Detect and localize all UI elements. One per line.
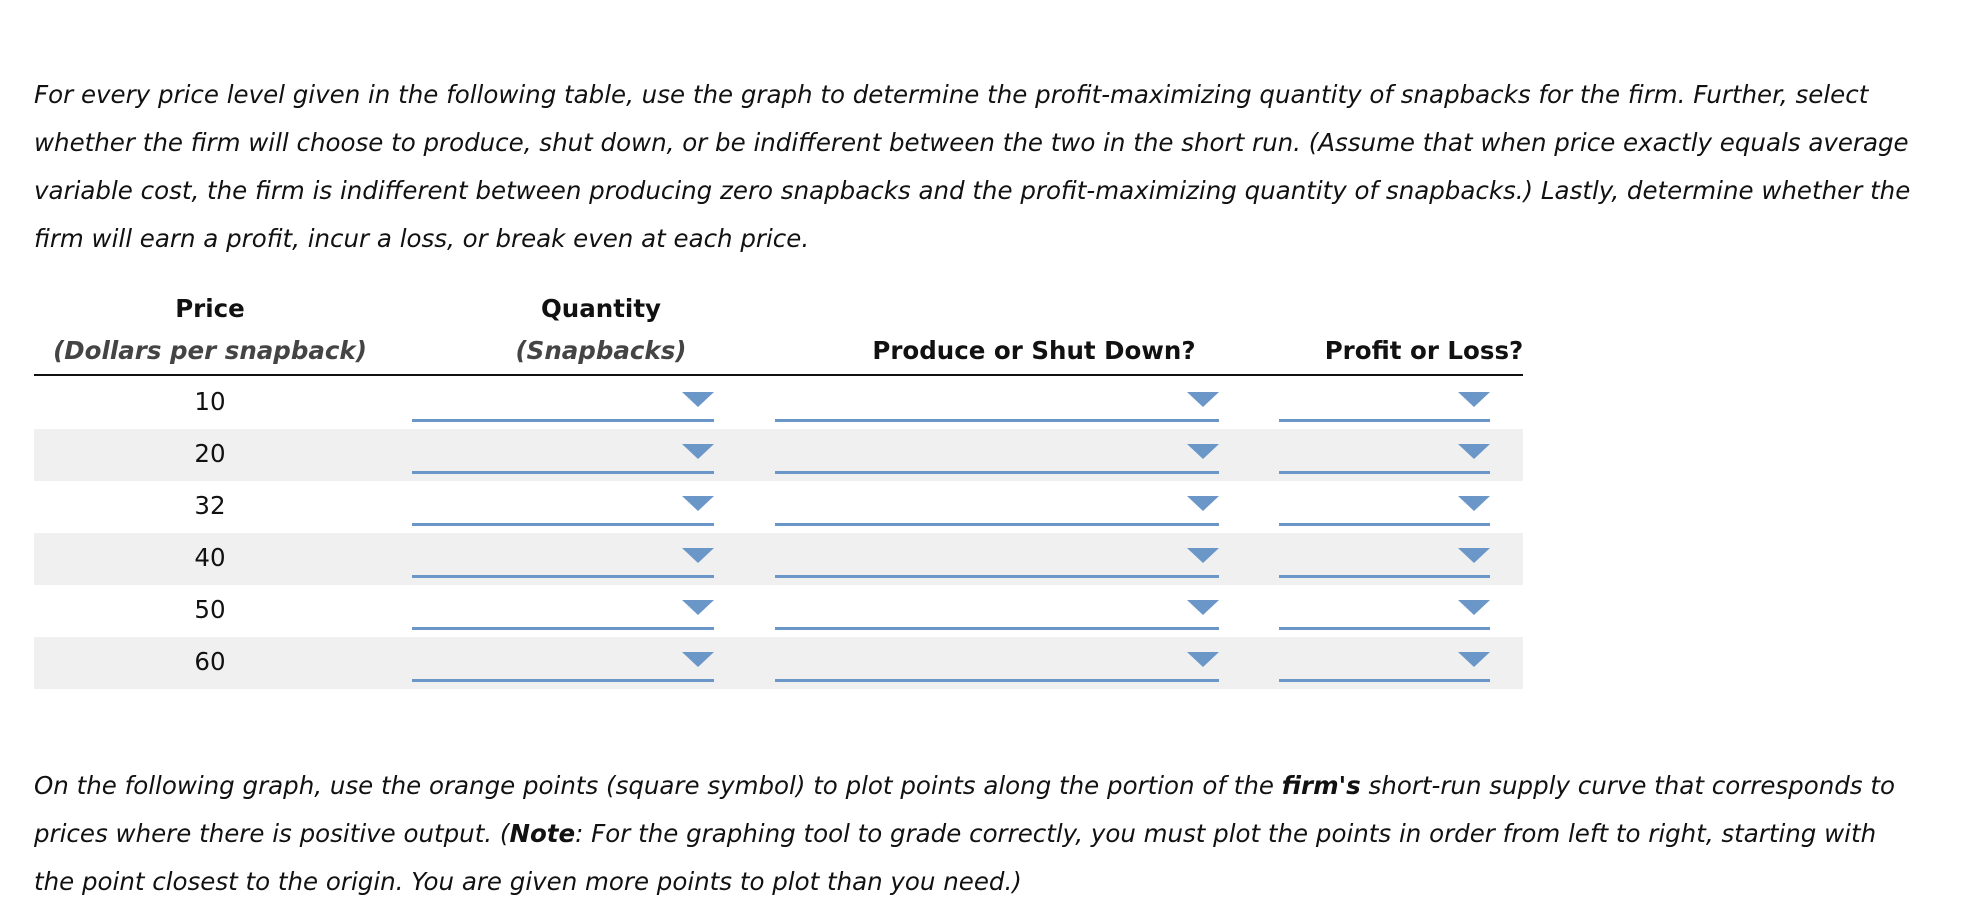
triangle-down-icon bbox=[1187, 496, 1219, 511]
triangle-down-icon bbox=[1458, 496, 1490, 511]
triangle-down-icon bbox=[1458, 548, 1490, 563]
header-quantity: Quantity bbox=[540, 294, 662, 323]
table-row bbox=[34, 585, 1523, 637]
header-divider bbox=[34, 374, 1523, 376]
price-cell: 40 bbox=[194, 543, 226, 572]
graph-instructions-part1: On the following graph, use the orange points (square symbol) to plot points along the portion of the bbox=[34, 771, 1282, 800]
produce-dropdown[interactable] bbox=[775, 637, 1219, 682]
triangle-down-icon bbox=[1458, 444, 1490, 459]
quantity-dropdown[interactable] bbox=[412, 533, 714, 578]
graph-instructions-bold-firms: firm's bbox=[1281, 771, 1361, 800]
price-cell: 20 bbox=[194, 439, 226, 468]
header-profit-or-loss: Profit or Loss? bbox=[1324, 336, 1524, 365]
triangle-down-icon bbox=[1187, 600, 1219, 615]
quantity-dropdown[interactable] bbox=[412, 585, 714, 630]
quantity-dropdown[interactable] bbox=[412, 637, 714, 682]
quantity-dropdown[interactable] bbox=[412, 429, 714, 474]
profit-dropdown[interactable] bbox=[1279, 429, 1490, 474]
produce-dropdown[interactable] bbox=[775, 429, 1219, 474]
triangle-down-icon bbox=[682, 496, 714, 511]
price-cell: 50 bbox=[194, 595, 226, 624]
graph-instructions-part2: short-run supply curve that corresponds to prices where there is positive output. ( bbox=[34, 771, 1895, 848]
triangle-down-icon bbox=[1458, 652, 1490, 667]
quantity-dropdown[interactable] bbox=[412, 481, 714, 526]
graph-instructions bbox=[34, 762, 1914, 906]
intro-instructions: For every price level given in the following table, use the graph to determine the profit-maximizing quantity of snapbacks for the firm. Further, select whether the firm will choose to produce, shut down, or be indifferent between the two in the short run. (Assume that when price exactly equals average variable cost, the firm is indifferent between producing zero snapbacks and the profit-maximizing quantity of snapbacks.) Lastly, determine whether the firm will earn a profit, incur a loss, or break even at each price. bbox=[34, 80, 1911, 253]
header-price: Price bbox=[175, 294, 245, 323]
triangle-down-icon bbox=[682, 652, 714, 667]
table-row bbox=[34, 429, 1523, 481]
triangle-down-icon bbox=[1187, 392, 1219, 407]
triangle-down-icon bbox=[682, 548, 714, 563]
produce-dropdown[interactable] bbox=[775, 481, 1219, 526]
triangle-down-icon bbox=[1187, 652, 1219, 667]
profit-dropdown[interactable] bbox=[1279, 585, 1490, 630]
profit-dropdown[interactable] bbox=[1279, 637, 1490, 682]
header-price-unit: (Dollars per snapback) bbox=[53, 336, 367, 365]
triangle-down-icon bbox=[682, 444, 714, 459]
profit-dropdown[interactable] bbox=[1279, 533, 1490, 578]
profit-dropdown[interactable] bbox=[1279, 377, 1490, 422]
table-row bbox=[34, 637, 1523, 689]
quantity-dropdown[interactable] bbox=[412, 377, 714, 422]
produce-dropdown[interactable] bbox=[775, 585, 1219, 630]
table-row bbox=[34, 481, 1523, 533]
price-cell: 60 bbox=[194, 647, 226, 676]
price-cell: 10 bbox=[194, 387, 226, 416]
produce-dropdown[interactable] bbox=[775, 377, 1219, 422]
table-row bbox=[34, 377, 1523, 429]
triangle-down-icon bbox=[1187, 548, 1219, 563]
header-quantity-unit: (Snapbacks) bbox=[515, 336, 687, 365]
price-cell: 32 bbox=[194, 491, 226, 520]
triangle-down-icon bbox=[682, 392, 714, 407]
produce-dropdown[interactable] bbox=[775, 533, 1219, 578]
profit-dropdown[interactable] bbox=[1279, 481, 1490, 526]
header-produce-or-shut-down: Produce or Shut Down? bbox=[872, 336, 1196, 365]
graph-instructions-part3: : For the graphing tool to grade correctly, you must plot the points in order from left to right, starting with the point closest to the origin. You are given more points to plot than you need.) bbox=[34, 819, 1877, 896]
triangle-down-icon bbox=[1458, 600, 1490, 615]
triangle-down-icon bbox=[1458, 392, 1490, 407]
triangle-down-icon bbox=[682, 600, 714, 615]
table-row bbox=[34, 533, 1523, 585]
graph-instructions-bold-note: Note bbox=[509, 819, 576, 848]
triangle-down-icon bbox=[1187, 444, 1219, 459]
